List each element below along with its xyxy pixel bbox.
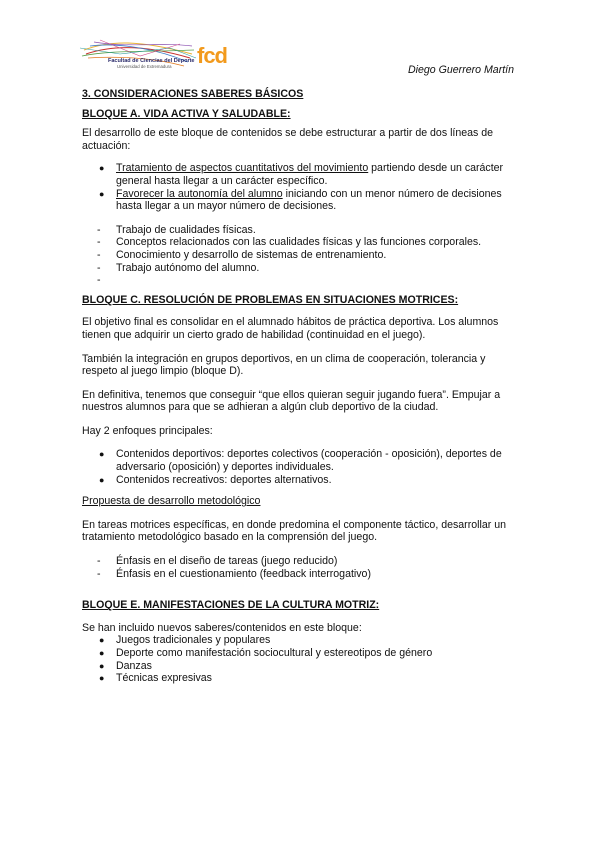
block-c-paragraph-2: También la integración en grupos deportivos, en un clima de cooperación, tolerancia y respeto al juego limpio (bloque D). <box>82 352 486 378</box>
block-c-paragraph-5: En tareas motrices específicas, en donde predomina el componente táctico, desarrollar un tratamiento metodológico basado en la comprensión del juego. <box>82 518 506 544</box>
list-item-underlined: Tratamiento de aspectos cuantitativos del movimiento <box>116 162 369 175</box>
list-item: ● Danzas <box>82 660 522 673</box>
block-c-bullets <box>82 448 522 486</box>
block-a-intro: El desarrollo de este bloque de contenidos se debe estructurar a partir de dos líneas de actuación: <box>82 127 494 152</box>
list-item-underlined: Favorecer la autonomía del alumno <box>116 187 283 200</box>
block-a-title: BLOQUE A. VIDA ACTIVA Y SALUDABLE: <box>82 107 291 120</box>
list-item: ● Contenidos recreativos: deportes alternativos. <box>82 474 522 487</box>
list-item <box>82 188 522 213</box>
block-c-title: BLOQUE C. RESOLUCIÓN DE PROBLEMAS EN SITUACIONES MOTRICES: <box>82 293 459 306</box>
logo-title: Facultad de Ciencias del Deporte <box>108 58 195 64</box>
document-body <box>82 88 522 685</box>
list-item-text: iniciando con un menor número de decisiones hasta llegar a un mayor número de decisiones. <box>116 187 502 213</box>
list-item: ● Juegos tradicionales y populares <box>82 634 522 647</box>
logo-subtitle: Universidad de Extremadura <box>117 64 172 69</box>
list-item <box>82 162 522 187</box>
block-a-bullets <box>82 162 522 212</box>
block-e-bullets <box>82 634 522 684</box>
list-item: - Conceptos relacionados con las cualidades físicas y las funciones corporales. <box>82 236 522 249</box>
list-item: - Trabajo de cualidades físicas. <box>82 224 522 237</box>
block-c-paragraph-1: El objetivo final es consolidar en el alumnado hábitos de práctica deportiva. Los alumnos tienen que adquirir un cierto grado de habilidad (continuidad en el juego). <box>82 316 499 341</box>
block-e-intro: Se han incluido nuevos saberes/contenidos en este bloque: <box>82 621 362 634</box>
block-c-paragraph-4: Hay 2 enfoques principales: <box>82 424 213 437</box>
block-c-dashes <box>82 555 522 580</box>
list-item: - Énfasis en el diseño de tareas (juego reducido) <box>82 555 522 568</box>
list-item <box>82 274 522 287</box>
faculty-logo <box>80 36 230 78</box>
block-e-title: BLOQUE E. MANIFESTACIONES DE LA CULTURA MOTRIZ: <box>82 599 380 612</box>
section-title: 3. CONSIDERACIONES SABERES BÁSICOS <box>82 88 304 100</box>
list-item: ● Técnicas expresivas <box>82 672 522 685</box>
author-name: Diego Guerrero Martín <box>408 64 514 76</box>
block-a-dashes <box>82 224 522 287</box>
list-item: - Trabajo autónomo del alumno. <box>82 262 522 275</box>
list-item: - Conocimiento y desarrollo de sistemas de entrenamiento. <box>82 249 522 262</box>
methodology-proposal-heading: Propuesta de desarrollo metodológico <box>82 495 261 508</box>
list-item-text: partiendo desde un carácter general hasta llegar a un carácter específico. <box>116 162 504 187</box>
list-item: ● Deporte como manifestación sociocultural y estereotipos de género <box>82 647 522 660</box>
logo-mark: fcd <box>197 43 227 68</box>
list-item: - Énfasis en el cuestionamiento (feedback interrogativo) <box>82 568 522 581</box>
list-item: ● Contenidos deportivos: deportes colectivos (cooperación - oposición), deportes de adversario (oposición) y deportes individuales. <box>82 448 522 473</box>
block-c-paragraph-3: En definitiva, tenemos que conseguir “que ellos quieran seguir jugando fuera”. Empujar a nuestros alumnos para que se adhieran a algún club deportivo de la ciudad. <box>82 388 501 414</box>
